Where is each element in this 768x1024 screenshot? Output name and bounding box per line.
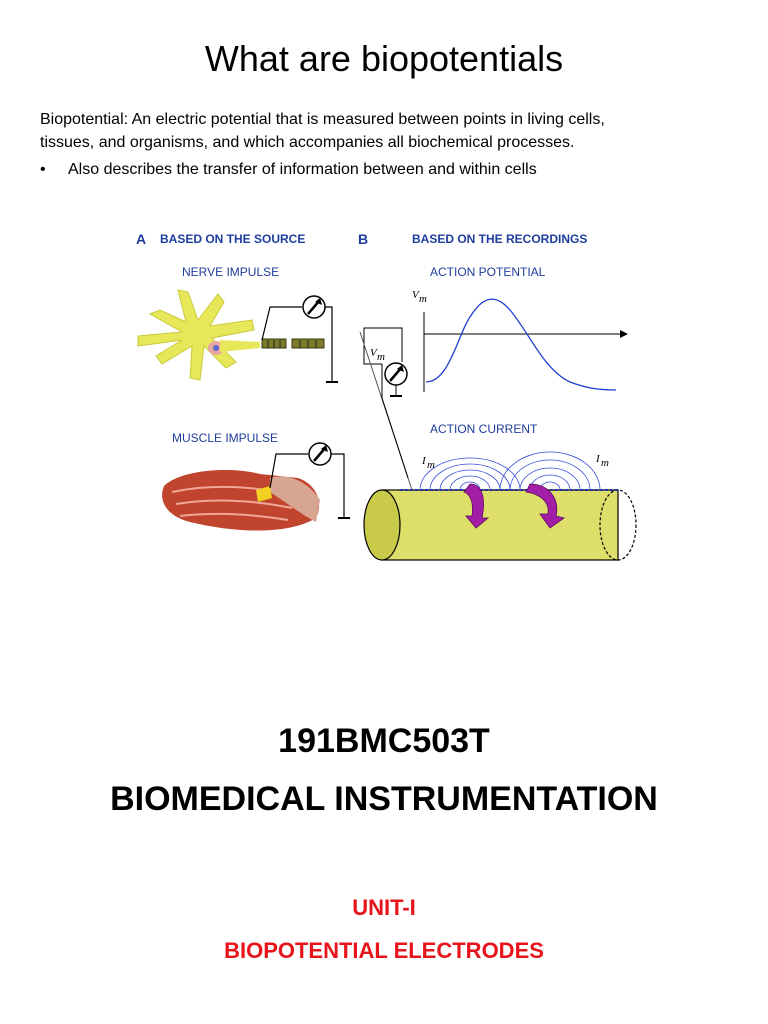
slide-title: What are biopotentials: [204, 38, 564, 79]
action-current-label: ACTION CURRENT: [430, 422, 538, 436]
action-potential-plot: [412, 289, 628, 392]
vm-axis-label: V: [412, 289, 419, 301]
panel-b-letter: B: [358, 231, 369, 247]
unit-label: UNIT-I: [352, 895, 416, 920]
muscle-impulse-label: MUSCLE IMPULSE: [172, 431, 279, 445]
im-right-sub: m: [601, 457, 609, 469]
bullet-text: Also describes the transfer of information between and within cells: [68, 161, 537, 178]
definition-line-1: Biopotential: An electric potential that is measured between points in living cells,: [40, 111, 605, 128]
course-code: 191BMC503T: [278, 722, 490, 760]
panel-a-heading: BASED ON THE SOURCE: [160, 232, 306, 246]
vm-axis-sub: m: [419, 293, 427, 305]
axon-cylinder: [364, 490, 636, 560]
panel-a-letter: A: [136, 231, 147, 247]
recording-meter: [360, 328, 412, 490]
im-left-label: I: [422, 455, 426, 467]
vm-meter-sub: m: [377, 351, 385, 363]
unit-title: BIOPOTENTIAL ELECTRODES: [224, 938, 544, 963]
biopotential-figure: [120, 222, 650, 562]
definition-text: [40, 108, 740, 154]
course-name: BIOMEDICAL INSTRUMENTATION: [110, 780, 658, 818]
definition-line-2: tissues, and organisms, and which accompanies all biochemical processes.: [40, 134, 575, 151]
nerve-impulse-label: NERVE IMPULSE: [182, 265, 280, 279]
im-right-label: I: [596, 453, 600, 465]
muscle-illustration: [162, 470, 320, 531]
bullet-item: [40, 158, 740, 181]
neuron-illustration: [138, 290, 260, 380]
im-left-sub: m: [427, 459, 435, 471]
action-potential-label: ACTION POTENTIAL: [430, 265, 546, 279]
vm-meter-label: V: [370, 347, 377, 359]
panel-b-heading: BASED ON THE RECORDINGS: [412, 232, 588, 246]
bullet-marker: •: [40, 161, 46, 178]
axon-electrode: [262, 339, 324, 348]
current-field-lines: [420, 452, 600, 490]
